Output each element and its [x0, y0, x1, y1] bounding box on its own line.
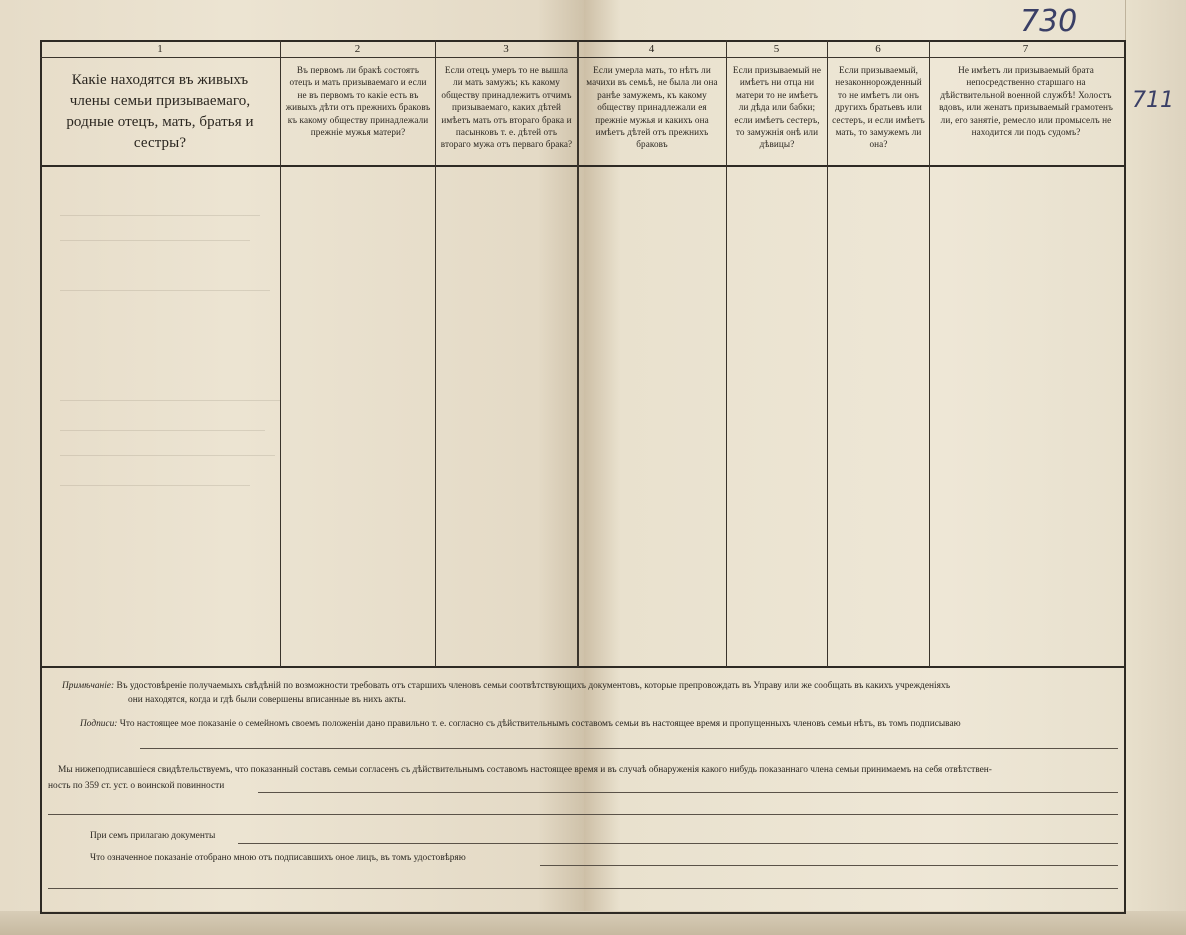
column-header-5: Если призываемый не имѣетъ ни отца ни матери то не имѣетъ ли дѣда или бабки; если имѣетъ сестеръ, то замужнія онѣ или дѣвицы?	[732, 65, 822, 150]
column-header-1: Какіе находятся въ живыхъ члены семьи призываемаго, родные отецъ, мать, братья и сестры?	[66, 72, 254, 151]
witness-signature-line[interactable]	[48, 814, 1118, 815]
attachments-line[interactable]	[238, 843, 1118, 844]
witness-text: Мы нижеподписавшіеся свидѣтельствуемъ, что показанный составъ семьи согласенъ съ дѣйствительнымъ составомъ настоящее время и въ случаѣ обнаруженія какого нибудь показаннаго члена семьи принимаемъ на себя отвѣтствен-	[58, 765, 992, 775]
note-label: Примѣчаніе:	[62, 681, 115, 691]
number-row-rule	[40, 57, 1124, 58]
header-rule	[40, 165, 1124, 167]
signature-label: Подписи:	[80, 719, 118, 729]
note-text: Въ удостовѣреніе получаемыхъ свѣдѣній по возможности требовать отъ старшихъ членовъ семьи соотвѣтствующихъ документовъ, которые препровождать въ Управу или же сообщать въ какихъ учрежденіяхъ	[116, 681, 951, 691]
witness-signature-line[interactable]	[258, 792, 1118, 793]
archive-page-number: 730	[1020, 4, 1078, 39]
signature-text: Что настоящее мое показаніе о семейномъ своемъ положеніи дано правильно т. е. согласно съ дѣйствительнымъ составомъ семьи въ настоящее время и пропущенныхъ членовъ семьи нѣтъ, въ томъ подписываю	[119, 719, 961, 729]
bottom-signature-line[interactable]	[48, 888, 1118, 889]
column-number: 1	[157, 43, 163, 55]
bottom-page-edge	[0, 911, 1186, 935]
signature-paragraph	[80, 718, 1122, 731]
note-paragraph	[62, 680, 1122, 693]
certify-label: Что означенное показаніе отобрано мною отъ подписавшихъ оное лицъ, въ томъ удостовѣряю	[90, 853, 466, 863]
column-number: 5	[773, 43, 780, 55]
column-number: 6	[875, 43, 881, 55]
column-header-2: Въ первомъ ли бракѣ состоятъ отецъ и мать призываемаго и если не въ первомъ то какіе есть въ живыхъ дѣти отъ прежнихъ браковъ къ какому обществу принадлежали прежніе мужья матери?	[285, 65, 431, 138]
attachments-label: При семъ прилагаю документы	[90, 831, 216, 841]
column-number: 2	[354, 43, 361, 55]
note-text-continued: они находятся, когда и гдѣ были совершены вписанные въ нихъ акты.	[128, 695, 407, 705]
signature-line[interactable]	[140, 748, 1118, 749]
column-number: 7	[1022, 43, 1029, 55]
column-number: 4	[648, 43, 655, 55]
margin-mark: 711	[1132, 88, 1174, 113]
witness-text-continued: ность по 359 ст. уст. о воинской повинности	[48, 781, 225, 791]
adjacent-page-edge	[1125, 0, 1186, 935]
column-header-6: Если призываемый, незаконнорожденный то не имѣетъ ли онъ другихъ братьевъ или сестеръ, и если имѣетъ мать, то замужемъ ли она?	[832, 65, 925, 150]
column-header-3: Если отецъ умеръ то не вышла ли мать замужъ; къ какому обществу принадлежитъ отчимъ призываемаго, каких дѣтей имѣетъ мать отъ втораго брака и пасынковъ т. е. дѣтей отъ втораго мужа отъ перваго брака?	[440, 65, 573, 150]
family-form	[40, 40, 1124, 912]
column-header-7: Не имѣетъ ли призываемый брата непосредственно старшаго на дѣйствительной военной службѣ! Холостъ вдовъ, или женатъ призываемый грамотенъ ли, его занятіе, ремесло или промыселъ не находится ли подъ судомъ?	[939, 65, 1113, 138]
table-bottom-rule	[40, 666, 1124, 668]
column-number: 3	[503, 43, 509, 55]
certify-line[interactable]	[540, 865, 1118, 866]
column-header-4: Если умерла мать, то нѣтъ ли мачихи въ семьѣ, не была ли она ранѣе замужемъ, къ какому обществу принадлежали ея прежніе мужья и какихъ она имѣетъ дѣтей отъ прежнихъ браковъ	[586, 65, 718, 150]
